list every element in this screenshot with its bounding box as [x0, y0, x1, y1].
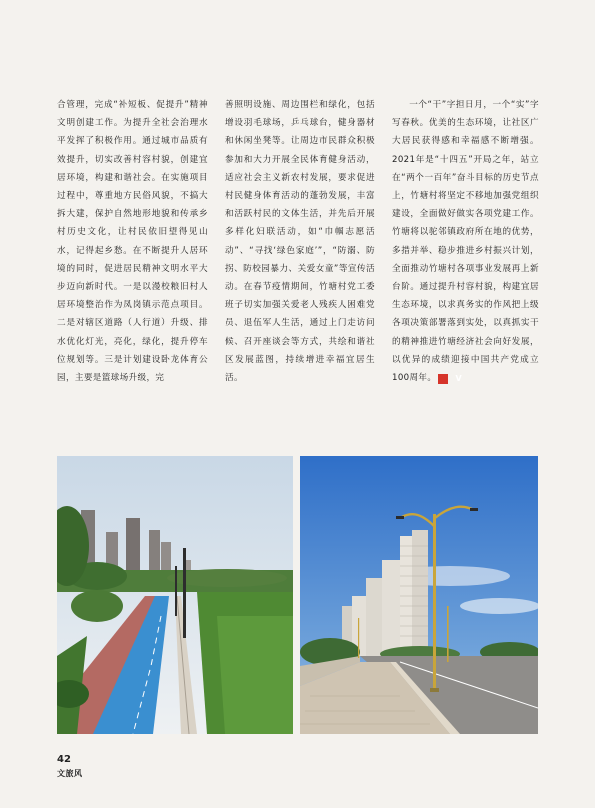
photo-greenway [57, 456, 293, 734]
article-text-column-3 [392, 96, 539, 387]
article-text-column-3-body: 一个“干”字担日月，一个“实”字写春秋。优美的生态环境，让社区广大居民获得感和幸福感不断增强。2021年是“十四五”开局之年，站立在“两个一百年”奋斗目标的历史节点上，竹塘村将坚定不移地加强党组织建设，全面做好做实各项党建工作。竹塘将以驼邻镇政府所在地的优势，多措并举、稳步推进乡村振兴计划，全面推动竹塘村各项事业发展再上新台阶。通过提升村容村貌，构建宜居生态环境，以求真务实的作风把上级各项决策部署落到实处，以真抓实干的精神推进竹塘经济社会向好发展，以优异的成绩迎接中国共产党成立100周年。 [392, 100, 539, 384]
article-column-1 [57, 96, 208, 387]
article-text-column-2: 善照明设施、周边围栏和绿化，包括增设羽毛球场，乒乓球台，健身器材和休闲坐凳等。让周边市民群众积极参加和大力开展全民体育健身活动，适应社会主义新农村发展，要求促进村民健身体育活动的蓬勃发展，丰富和活跃村民的文体生活，并先后开展多样化妇联活动，如“巾帼志愿活动”、“寻找‘绿色家庭’”，“防溺、防拐、防校园暴力、关爱女童”等宣传活动。在春节疫情期间，竹塘村党工委班子切实加强关爱老人残疾人困难党员、退伍军人生活，通过上门走访问候、召开座谈会等方式，共绘和谐社区发展蓝图，持续增进幸福宜居生活。 [225, 100, 375, 384]
article-column-2 [225, 96, 375, 387]
photo-bridge-image [300, 456, 538, 734]
article-text-column-1: 合管理，完成“补短板、促提升”精神文明创建工作。为提升全社会治理水平发挥了积极作用。通过城市品质有效提升，切实改善村容村貌，创建宜居环境，构建和谐社会。在实施项目过程中，尊重地方民俗风貌，不搞大拆大建，保护自然地形地貌和传承乡村历史文化，让村民依旧望得见山水，记得起乡愁。在不断提升人居环境的同时，促进居民精神文明水平大步迈向新时代。一是以漫校粮旧村人居环境整治作为凤岗镇示范点项目。二是对辖区道路（人行道）升级、排水优化灯光，亮化，绿化，提升停车位规划等。三是计划建设卧龙体育公园，主要是篮球场升级，完 [57, 100, 208, 384]
photo-bridge [300, 456, 538, 734]
page-number: 42 [57, 754, 71, 765]
article-end-mark: V [438, 374, 448, 384]
article-column-3 [392, 96, 539, 387]
magazine-logo: 文旅风 [57, 768, 83, 778]
photo-greenway-image [57, 456, 293, 734]
